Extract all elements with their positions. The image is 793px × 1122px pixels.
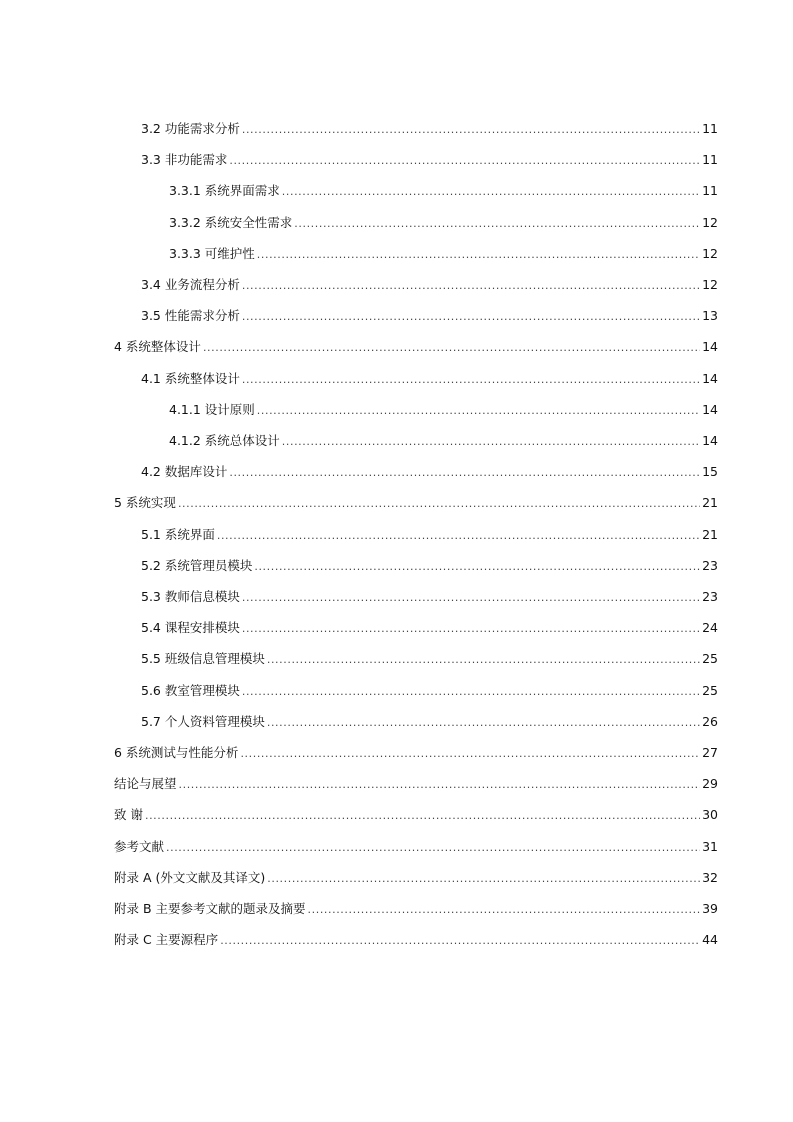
- toc-row: [0, 681, 793, 701]
- toc-entry-label: 5.5 班级信息管理模块: [141, 651, 265, 667]
- toc-entry-link[interactable]: [141, 649, 718, 670]
- dot-leader: [267, 713, 700, 733]
- toc-entry-page-number: 21: [702, 495, 718, 511]
- toc-entry-link[interactable]: [169, 244, 718, 265]
- toc-entry-label: 3.3.3 可维护性: [169, 245, 255, 261]
- toc-entry-label: 4 系统整体设计: [114, 339, 201, 355]
- toc-entry-link[interactable]: [114, 868, 718, 889]
- toc-entry-link[interactable]: [141, 712, 718, 733]
- toc-row: [0, 181, 793, 201]
- toc-entry-label: 3.3 非功能需求: [141, 152, 228, 168]
- dot-leader: [178, 494, 700, 514]
- dot-leader: [282, 182, 700, 202]
- toc-entry-label: 结论与展望: [114, 776, 177, 792]
- toc-entry-page-number: 30: [702, 807, 718, 823]
- toc-row: [0, 712, 793, 732]
- toc-entry-page-number: 24: [702, 620, 718, 636]
- dot-leader: [217, 526, 700, 546]
- toc-entry-label: 3.2 功能需求分析: [141, 121, 240, 136]
- toc-entry-label: 5.1 系统界面: [141, 526, 215, 542]
- toc-entry-link[interactable]: [114, 837, 718, 858]
- dot-leader: [294, 214, 700, 234]
- toc-entry-page-number: 12: [702, 214, 718, 230]
- dot-leader: [267, 650, 700, 670]
- toc-entry-link[interactable]: [114, 774, 718, 795]
- dot-leader: [229, 151, 700, 171]
- toc-row: [0, 587, 793, 607]
- toc-entry-label: 附录 B 主要参考文献的题录及摘要: [114, 901, 306, 916]
- toc-entry-link[interactable]: [141, 369, 718, 390]
- toc-entry-label: 3.3.1 系统界面需求: [169, 183, 280, 199]
- toc-entry-link[interactable]: [169, 181, 718, 202]
- toc-entry-link[interactable]: [169, 400, 718, 421]
- toc-entry-link[interactable]: [114, 930, 718, 951]
- toc-entry-page-number: 11: [702, 152, 718, 168]
- toc-row: [0, 400, 793, 420]
- toc-entry-label: 4.1 系统整体设计: [141, 370, 240, 386]
- toc-entry-label: 4.2 数据库设计: [141, 464, 228, 480]
- toc-entry-page-number: 25: [702, 651, 718, 667]
- toc-row: [0, 213, 793, 233]
- toc-entry-link[interactable]: [169, 431, 718, 452]
- toc-entry-page-number: 32: [702, 869, 718, 885]
- toc-entry-page-number: 14: [702, 370, 718, 386]
- toc-entry-label: 5.2 系统管理员模块: [141, 557, 253, 573]
- toc-entry-label: 3.5 性能需求分析: [141, 308, 240, 324]
- toc-entry-link[interactable]: [141, 462, 718, 483]
- toc-row: [0, 899, 793, 919]
- toc-entry-page-number: 14: [702, 401, 718, 417]
- toc-entry-link[interactable]: [114, 899, 718, 920]
- toc-entry-link[interactable]: [141, 618, 718, 639]
- toc-row: [0, 930, 793, 950]
- dot-leader: [257, 245, 700, 265]
- toc-row: [0, 150, 793, 170]
- toc-entry-label: 参考文献: [114, 838, 165, 854]
- dot-leader: [308, 900, 701, 920]
- toc-row: [0, 431, 793, 451]
- toc-entry-page-number: 26: [702, 713, 718, 729]
- dot-leader: [242, 276, 700, 296]
- toc-entry-link[interactable]: [141, 681, 718, 702]
- dot-leader: [267, 869, 700, 889]
- toc-row: [0, 462, 793, 482]
- toc-entry-link[interactable]: [141, 119, 718, 140]
- toc-row: [0, 556, 793, 576]
- toc-entry-page-number: 39: [702, 901, 718, 916]
- toc-entry-link[interactable]: [114, 805, 718, 826]
- toc-entry-link[interactable]: [114, 743, 718, 764]
- toc-row: [0, 774, 793, 794]
- dot-leader: [242, 307, 700, 327]
- dot-leader: [166, 838, 700, 858]
- toc-entry-label: 6 系统测试与性能分析: [114, 745, 239, 760]
- dot-leader: [242, 619, 700, 639]
- toc-row: [0, 119, 793, 139]
- toc-entry-page-number: 27: [702, 745, 718, 760]
- toc-entry-label: 5.6 教室管理模块: [141, 682, 240, 698]
- dot-leader: [179, 775, 701, 795]
- toc-row: [0, 369, 793, 389]
- toc-entry-link[interactable]: [141, 556, 718, 577]
- toc-entry-label: 3.3.2 系统安全性需求: [169, 214, 293, 230]
- toc-entry-link[interactable]: [141, 587, 718, 608]
- toc-entry-label: 5.3 教师信息模块: [141, 589, 240, 604]
- dot-leader: [242, 588, 700, 608]
- toc-entry-label: 4.1.1 设计原则: [169, 401, 255, 417]
- toc-entry-page-number: 11: [702, 121, 718, 136]
- toc-entry-page-number: 23: [702, 557, 718, 573]
- toc-row: [0, 244, 793, 264]
- toc-row: [0, 337, 793, 357]
- dot-leader: [240, 744, 700, 764]
- dot-leader: [242, 370, 700, 390]
- toc-entry-page-number: 11: [702, 183, 718, 199]
- toc-entry-label: 致 谢: [114, 807, 143, 823]
- toc-entry-link[interactable]: [141, 150, 718, 171]
- toc-entry-label: 5.4 课程安排模块: [141, 620, 240, 636]
- toc-row: [0, 275, 793, 295]
- toc-entry-link[interactable]: [169, 213, 718, 234]
- toc-entry-page-number: 31: [702, 838, 718, 854]
- dot-leader: [257, 401, 700, 421]
- toc-entry-page-number: 12: [702, 277, 718, 292]
- dot-leader: [242, 120, 700, 140]
- toc-entry-page-number: 21: [702, 526, 718, 542]
- toc-entry-link[interactable]: [114, 493, 718, 514]
- toc-entry-label: 附录 C 主要源程序: [114, 932, 219, 948]
- toc-entry-label: 3.4 业务流程分析: [141, 277, 240, 292]
- toc-row: [0, 493, 793, 513]
- toc-entry-page-number: 23: [702, 589, 718, 604]
- toc-entry-page-number: 13: [702, 308, 718, 324]
- toc-entry-page-number: 29: [702, 776, 718, 792]
- toc-row: [0, 805, 793, 825]
- dot-leader: [220, 931, 700, 951]
- toc-row: [0, 743, 793, 763]
- toc-entry-page-number: 15: [702, 464, 718, 480]
- dot-leader: [229, 463, 700, 483]
- toc-row: [0, 306, 793, 326]
- toc-entry-page-number: 25: [702, 682, 718, 698]
- dot-leader: [254, 557, 700, 577]
- toc-row: [0, 618, 793, 638]
- dot-leader: [282, 432, 700, 452]
- toc-row: [0, 868, 793, 888]
- toc-entry-link[interactable]: [141, 525, 718, 546]
- toc-entry-label: 4.1.2 系统总体设计: [169, 433, 280, 448]
- toc-row: [0, 837, 793, 857]
- toc-entry-page-number: 14: [702, 339, 718, 355]
- toc-entry-link[interactable]: [141, 275, 718, 296]
- toc-entry-page-number: 14: [702, 433, 718, 448]
- dot-leader: [203, 338, 700, 358]
- toc-entry-link[interactable]: [114, 337, 718, 358]
- toc-row: [0, 649, 793, 669]
- toc-entry-label: 5 系统实现: [114, 495, 176, 511]
- toc-entry-link[interactable]: [141, 306, 718, 327]
- dot-leader: [242, 682, 700, 702]
- toc-row: [0, 525, 793, 545]
- toc-entry-page-number: 12: [702, 245, 718, 261]
- toc-entry-label: 附录 A (外文文献及其译文): [114, 869, 266, 885]
- toc-entry-label: 5.7 个人资料管理模块: [141, 713, 265, 729]
- dot-leader: [145, 806, 700, 826]
- toc-entry-page-number: 44: [702, 932, 718, 948]
